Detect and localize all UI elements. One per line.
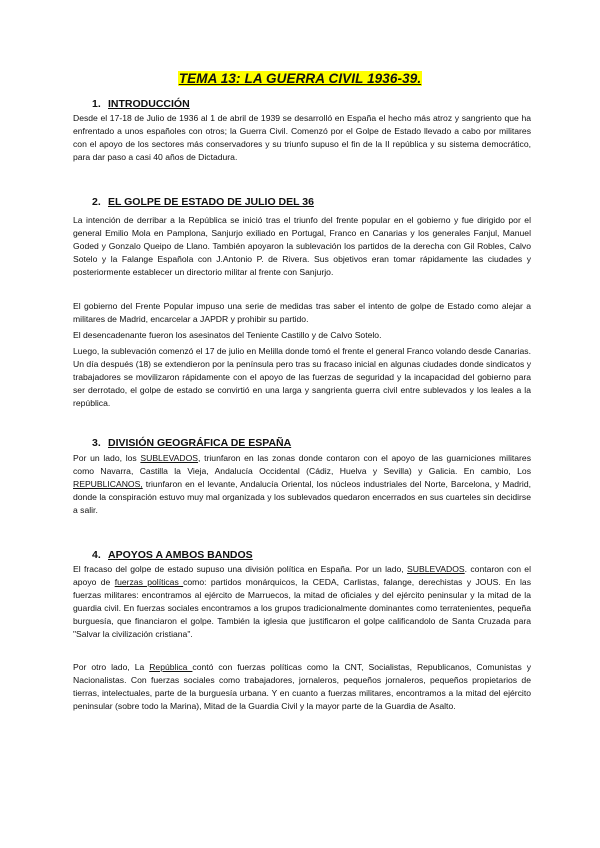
- paragraph: [73, 452, 531, 517]
- text-run: El fracaso del golpe de estado supuso una división política en España. Por un lado,: [73, 564, 408, 574]
- section-number: 3.: [92, 437, 101, 449]
- paragraph: La intención de derribar a la República se inició tras el triunfo del frente popular en el gobierno y fue dirigido por el general Emilio Mola en Pamplona, Sanjurjo exiliado en Portugal, Franco en Canarias y los generales Fanjul, Manuel Goded y Gonzalo Queipo de Llano. También apoyaron la sublevación los partidos de la derecha con Gil Robles, Calvo Sotelo y la Falange Española con J.Antonio P. de Rivera. Sus objetivos eran tomar rápidamente las ciudades y posteriormente establecer un directorio militar al frente con Sanjurjo.: [73, 215, 531, 277]
- text-run: contó con fuerzas políticas como la CNT, Socialistas, Republicanos, Comunistas y Nacionalistas. Con fuerzas sociales como trabajadores, jornaleros, pequeños jornaleros, pequeños propietarios de tierras, intelectuales, parte de la burguesía urbana. Y en cuanto a fuerzas militares, encontramos a la mitad del ejército peninsular (sobre todo la Marina), Mitad de la Guardia Civil y la mayor parte de la Guardia de Asalto.: [73, 662, 531, 711]
- section-title: INTRODUCCIÓN: [108, 98, 190, 110]
- text-run: Por otro lado, La: [73, 662, 150, 672]
- section-4-heading: [92, 549, 253, 561]
- title-wrap: [0, 70, 600, 88]
- section-title: DIVISIÓN GEOGRÁFICA DE ESPAÑA: [108, 437, 292, 449]
- section-number: 1.: [92, 98, 101, 110]
- underlined-term: fuerzas políticas: [114, 577, 184, 587]
- underlined-term: SUBLEVADOS: [407, 564, 465, 574]
- text-run: como: partidos monárquicos, la CEDA, Carlistas, falange, derechistas y JOUS. En las fuerzas militares: encontramos al ejército de Marruecos, la mitad de oficiales y del ejército peninsular y la mitad de la guardia civil. En fuerzas sociales encontramos a los grupos tradicionalmente dominantes como terratenientes, pequeña burguesía, que financiaron el golpe. También la iglesia que justificaron el golpe calificandolo de Santa Cruzada para "Salvar la civilización cristiana".: [73, 577, 531, 639]
- paragraph: [73, 661, 531, 713]
- text-run: Por un lado, los: [73, 453, 141, 463]
- paragraph: [73, 563, 531, 641]
- underlined-term: República: [149, 662, 193, 672]
- paragraph: Desde el 17-18 de Julio de 1936 al 1 de abril de 1939 se desarrolló en España el hecho más atroz y sangriento que ha enfrentado a unos españoles con otros; la Guerra Civil. Comenzó por el Golpe de Estado llevado a cabo por militares con el apoyo de los sectores más conservadores y su triunfo supuso el fin de la II república y su sistema democrático, para dar paso a casi 40 años de Dictadura.: [73, 113, 531, 162]
- section-3-heading: [92, 437, 291, 449]
- section-title: EL GOLPE DE ESTADO DE JULIO DEL 36: [108, 196, 314, 208]
- underlined-term: REPUBLICANOS,: [73, 479, 143, 489]
- section-number: 4.: [92, 549, 101, 561]
- text-run: , triunfaron en las zonas donde contaron con el apoyo de las guarniciones militares como Navarra, Castilla la Vieja, Andalucía Occidental (Cádiz, Huelva y Sevilla) y Galicia. En cambio, Los: [73, 453, 531, 476]
- document-title: TEMA 13: LA GUERRA CIVIL 1936-39.: [178, 71, 422, 86]
- section-2-heading: [92, 196, 314, 208]
- paragraph: Luego, la sublevación comenzó el 17 de julio en Melilla donde tomó el frente el general Franco volando desde Canarias. Un día después (18) se extendieron por la península pero tras su fracaso inicial en algunas ciudades donde sindicatos y trabajadores se movilizaron rápidamente con el apoyo de las fuerzas de seguridad y la incapacidad del gobierno para ser derrotado, el golpe de estado se convirtió en una larga y sangrienta guerra civil entre sublevados y los leales a la república.: [73, 346, 531, 408]
- underlined-term: SUBLEVADOS: [140, 453, 199, 463]
- section-title: APOYOS A AMBOS BANDOS: [108, 549, 253, 561]
- section-number: 2.: [92, 196, 101, 208]
- paragraph: El gobierno del Frente Popular impuso una serie de medidas tras saber el intento de golpe de Estado como alejar a militares de Madrid, encarcelar a JAPDR y prohibir su partido.: [73, 301, 531, 324]
- paragraph: El desencadenante fueron los asesinatos del Teniente Castillo y de Calvo Sotelo.: [73, 330, 382, 340]
- text-run: . contaron con el apoyo de: [73, 564, 531, 587]
- section-1-heading: [92, 98, 190, 110]
- text-run: triunfaron en el levante, Andalucía Oriental, los núcleos industriales del Norte, Barcelona, y Madrid, donde la conspiración estuvo muy mal organizada y los sublevados quedaron encerrados en sus cuarteles sin decidirse a salir.: [73, 479, 531, 515]
